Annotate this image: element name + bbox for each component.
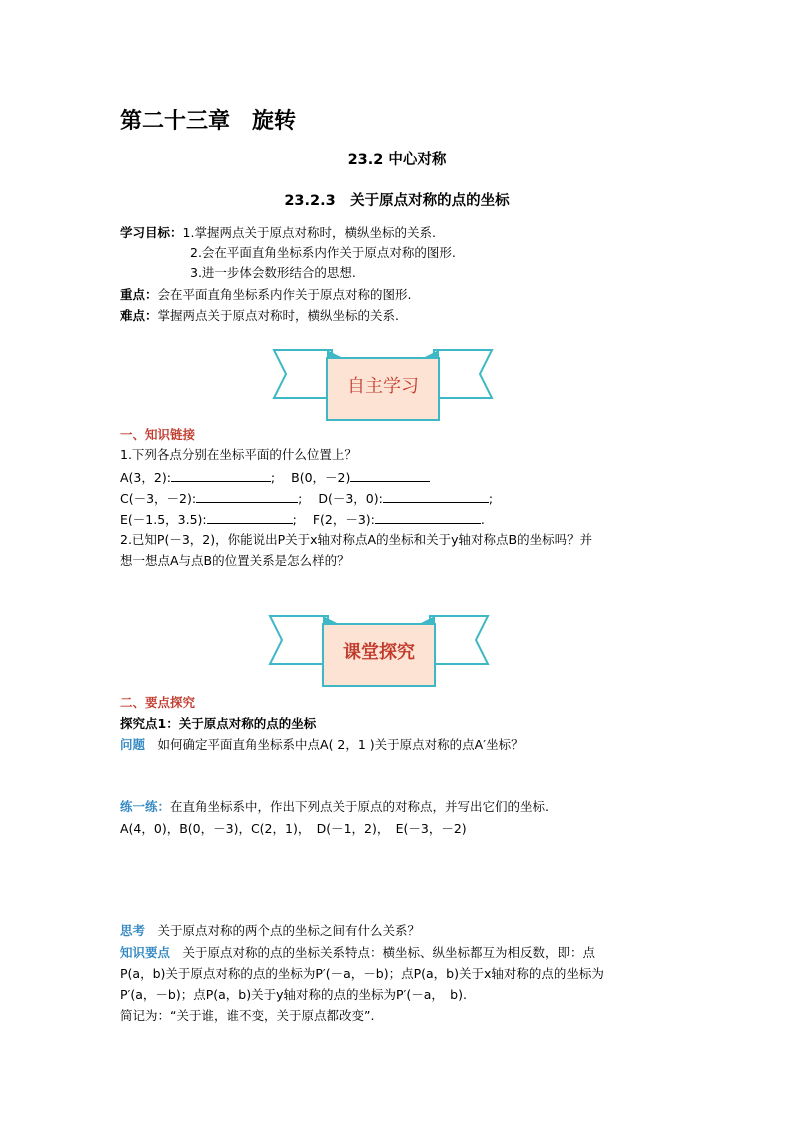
part1-question2: 2.已知P(－3，2)，你能说出P关于x轴对称点A的坐标和关于y轴对称点B的坐标吗？并 (120, 532, 593, 547)
point-b: B(0，－2) (291, 470, 351, 485)
difficulty-text: 掌握两点关于原点对称时，横纵坐标的关系. (157, 308, 399, 323)
objectives (120, 224, 436, 242)
answer-blank[interactable] (375, 510, 481, 524)
banner-class-explore (268, 610, 490, 690)
practice-points: A(4，0)，B(0，－3)，C(2，1)， D(－1，2)， E(－3，－2) (120, 821, 467, 836)
memo: 简记为：“关于谁，谁不变，关于原点都改变”. (120, 1008, 375, 1023)
point-d: D(－3，0): (318, 491, 383, 506)
point-f: F(2，－3): (312, 512, 375, 527)
point-c: C(－3，－2): (120, 491, 197, 506)
separator: ; (298, 491, 303, 506)
answer-blank[interactable] (383, 489, 489, 503)
objective-item: 3.进一步体会数形结合的思想. (190, 265, 356, 280)
objective-item: 2.会在平面直角坐标系内作关于原点对称的图形. (190, 245, 456, 260)
banner-class-explore-text: 课堂探究 (343, 642, 415, 663)
points-row-3 (120, 510, 485, 529)
knowledge-key (120, 944, 595, 962)
think (120, 922, 420, 940)
think-text: 关于原点对称的两个点的坐标之间有什么关系？ (145, 923, 421, 938)
explore-point-1: 探究点1：关于原点对称的点的坐标 (120, 716, 317, 731)
points-row-2 (120, 489, 493, 508)
subsection-title: 23.2.3 关于原点对称的点的坐标 (284, 193, 510, 209)
part1-question1: 1.下列各点分别在坐标平面的什么位置上？ (120, 447, 357, 462)
part2-heading: 二、要点探究 (120, 695, 196, 710)
banner-self-study (272, 344, 494, 424)
answer-blank[interactable] (171, 468, 271, 482)
objectives-label: 学习目标： (120, 225, 183, 240)
difficulty (120, 307, 399, 325)
key-point-label: 重点： (120, 287, 158, 302)
banner-self-study-text: 自主学习 (347, 376, 419, 397)
separator: ; (488, 491, 494, 506)
point-a: A(3，2): (120, 470, 171, 485)
problem (120, 736, 524, 754)
section-title: 23.2 中心对称 (347, 152, 447, 168)
knowledge-key-label: 知识要点 (120, 945, 171, 960)
part1-question2-cont: 想一想点A与点B的位置关系是怎么样的？ (120, 553, 350, 568)
part1-heading: 一、知识链接 (120, 427, 196, 442)
points-row-1 (120, 468, 430, 487)
practice-text: 在直角坐标系中，作出下列点关于原点的对称点，并写出它们的坐标. (170, 799, 549, 814)
answer-blank[interactable] (196, 489, 298, 503)
key-point (120, 286, 412, 304)
think-label: 思考 (120, 923, 146, 938)
separator: ; (292, 512, 297, 527)
knowledge-key-text: 关于原点对称的点的坐标关系特点：横坐标、纵坐标都互为相反数，即：点 (170, 945, 596, 960)
key-point-text: 会在平面直角坐标系内作关于原点对称的图形. (157, 287, 412, 302)
knowledge-key-line3: P′(a，－b)；点P(a，b)关于y轴对称的点的坐标为P′(－a， b). (120, 987, 467, 1002)
end-mark: . (480, 512, 485, 527)
chapter-title: 第二十三章 旋转 (120, 109, 297, 134)
answer-blank[interactable] (350, 468, 430, 482)
knowledge-key-line2: P(a，b)关于原点对称的点的坐标为P′(－a，－b)；点P(a，b)关于x轴对称的点的坐标为 (120, 966, 604, 981)
problem-label: 问题 (120, 737, 146, 752)
problem-text: 如何确定平面直角坐标系中点A( 2，1 )关于原点对称的点A′坐标？ (145, 737, 524, 752)
answer-blank[interactable] (207, 510, 293, 524)
objective-item: 1.掌握两点关于原点对称时，横纵坐标的关系. (182, 225, 436, 240)
practice (120, 798, 549, 816)
practice-label: 练一练： (120, 799, 171, 814)
difficulty-label: 难点： (120, 308, 158, 323)
point-e: E(－1.5，3.5): (120, 512, 207, 527)
separator: ; (270, 470, 276, 485)
